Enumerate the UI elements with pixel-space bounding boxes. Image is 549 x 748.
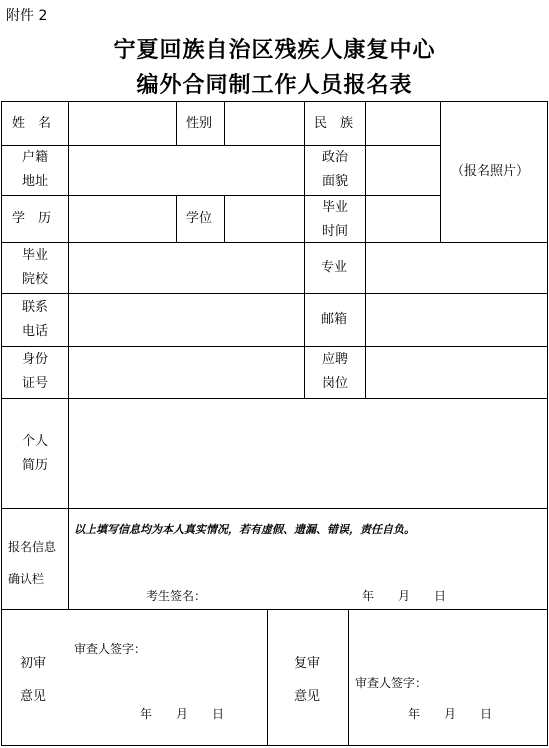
- hukou-label-line2: 地址: [21, 174, 48, 189]
- second-review-label-line2: 意见: [294, 689, 321, 704]
- education-label: 学 历: [12, 211, 52, 226]
- id-number-field[interactable]: [70, 348, 302, 396]
- position-label-line1: 应聘: [321, 352, 348, 367]
- id-number-label-line2: 证号: [21, 376, 48, 391]
- ethnicity-field[interactable]: [367, 103, 438, 143]
- gender-label: 性别: [186, 116, 213, 131]
- id-number-label: [2, 348, 68, 396]
- applicant-date: 年 月 日: [362, 589, 447, 603]
- major-field[interactable]: [367, 244, 545, 291]
- attachment-label: 附件 2: [6, 8, 48, 24]
- position-label: [305, 348, 365, 396]
- gender-field[interactable]: [226, 103, 302, 143]
- resume-label-line2: 简历: [21, 458, 48, 473]
- hukou-label-line1: 户籍: [21, 150, 48, 165]
- form-title-line1: 宁夏回族自治区残疾人康复中心: [113, 38, 436, 63]
- confirm-statement: 以上填写信息均为本人真实情况，若有虚假、遗漏、错误，责任自负。: [74, 523, 415, 536]
- resume-label: [2, 430, 68, 478]
- political-label-line1: 政治: [321, 150, 348, 165]
- political-label-line2: 面貌: [321, 174, 348, 189]
- confirm-label-line2: 确认栏: [8, 572, 45, 586]
- position-label-line2: 岗位: [321, 376, 348, 391]
- degree-field[interactable]: [226, 197, 302, 240]
- political-field[interactable]: [367, 147, 438, 193]
- name-label: 姓 名: [12, 116, 52, 131]
- email-field[interactable]: [367, 295, 545, 344]
- phone-label-line1: 联系: [21, 300, 48, 315]
- first-reviewer-signature-label[interactable]: 审查人签字：: [74, 642, 147, 656]
- education-field[interactable]: [70, 197, 174, 240]
- form-title-line2: 编外合同制工作人员报名表: [136, 73, 413, 98]
- second-review-date: 年 月 日: [408, 707, 493, 721]
- applicant-signature-label[interactable]: 考生签名：: [146, 589, 207, 603]
- second-review-label-line1: 复审: [294, 656, 321, 671]
- major-label: 专业: [321, 260, 348, 275]
- hukou-label: [2, 146, 68, 194]
- hukou-field[interactable]: [70, 147, 302, 193]
- grad-time-label: [305, 196, 365, 244]
- first-review-date: 年 月 日: [140, 707, 225, 721]
- first-review-label-line1: 初审: [20, 656, 47, 671]
- confirm-label-line1: 报名信息: [8, 540, 57, 554]
- first-review-label-line2: 意见: [20, 689, 47, 704]
- grad-time-field[interactable]: [367, 197, 438, 240]
- name-field[interactable]: [70, 103, 174, 143]
- degree-label: 学位: [186, 211, 213, 226]
- school-field[interactable]: [70, 244, 302, 291]
- phone-field[interactable]: [70, 295, 302, 344]
- resume-label-line1: 个人: [21, 434, 48, 449]
- email-label: 邮箱: [321, 312, 348, 327]
- phone-label-line2: 电话: [21, 324, 48, 339]
- position-field[interactable]: [367, 348, 545, 396]
- grad-time-label-line1: 毕业: [321, 200, 348, 215]
- school-label: [2, 244, 68, 292]
- id-number-label-line1: 身份: [21, 352, 48, 367]
- political-label: [305, 146, 365, 194]
- school-label-line1: 毕业: [21, 248, 48, 263]
- second-reviewer-signature-label[interactable]: 审查人签字：: [355, 676, 428, 690]
- resume-field[interactable]: [70, 400, 545, 506]
- grad-time-label-line2: 时间: [321, 224, 348, 239]
- ethnicity-label: 民 族: [314, 116, 354, 131]
- phone-label: [2, 296, 68, 344]
- photo-placeholder[interactable]: （报名照片）: [451, 164, 530, 179]
- school-label-line2: 院校: [21, 272, 48, 287]
